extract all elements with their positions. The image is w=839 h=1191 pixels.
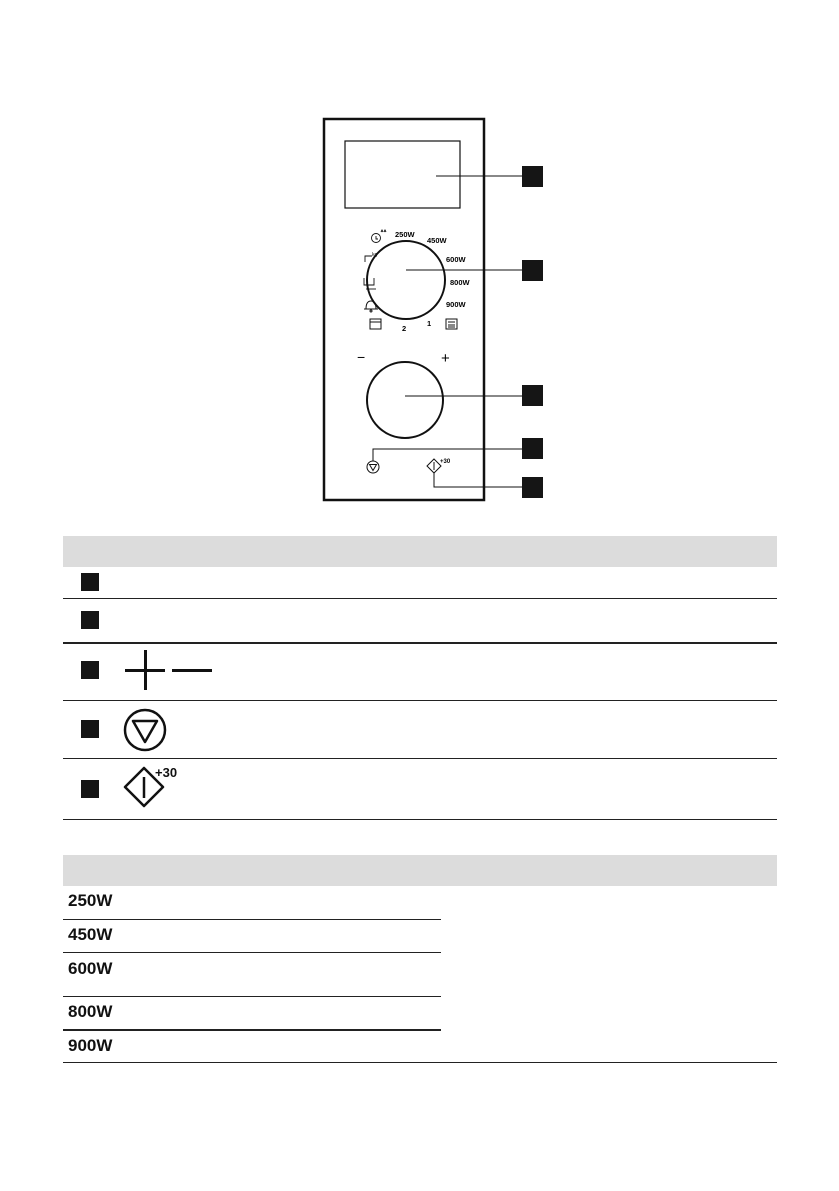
table1-row1-marker [81, 573, 99, 591]
table1-divider [63, 598, 777, 599]
power-level-450w: 450W [68, 925, 113, 944]
oven-icon [370, 319, 381, 329]
table2-header [63, 855, 777, 886]
power-level-250w: 250W [68, 891, 113, 910]
callout-marker-2 [522, 260, 543, 281]
label-600w: 600W [446, 255, 466, 264]
minus-label: − [357, 349, 366, 365]
callout-line-5 [434, 473, 522, 487]
label-800w: 800W [450, 278, 470, 287]
table1-row4-marker [81, 720, 99, 738]
callout-marker-4 [522, 438, 543, 459]
label-900w: 900W [446, 300, 466, 309]
plus-label: + [441, 350, 450, 367]
power-level-900w: 900W [68, 1036, 113, 1055]
svg-text:kg: kg [372, 252, 378, 258]
label-450w: 450W [427, 236, 447, 245]
power-level-800w: 800W [68, 1002, 113, 1021]
stop-button[interactable] [367, 461, 379, 473]
table2-divider [63, 952, 441, 953]
callout-marker-3 [522, 385, 543, 406]
table1-divider [63, 758, 777, 759]
display-window [345, 141, 460, 208]
table1-divider [63, 642, 777, 644]
power-dial[interactable] [367, 241, 445, 319]
table1-divider [63, 700, 777, 701]
time-dial[interactable] [367, 362, 443, 438]
start-button[interactable] [427, 459, 441, 473]
start-plus30-icon-text: +30 [155, 765, 178, 780]
table1-bottom [63, 819, 777, 820]
stop-triangle-icon [122, 707, 168, 753]
defrost-clock-icon [372, 230, 387, 243]
table1-row3-marker [81, 661, 99, 679]
label-250w: 250W [395, 230, 415, 239]
power-level-600w: 600W [68, 959, 113, 978]
table2-divider [63, 1029, 441, 1031]
label-2: 2 [402, 324, 407, 333]
table2-bottom [63, 1062, 777, 1063]
table1-header [63, 536, 777, 567]
table1-row2-marker [81, 611, 99, 629]
label-1: 1 [427, 319, 432, 328]
table1-row5-marker [81, 780, 99, 798]
control-panel-diagram [0, 0, 839, 520]
table2-divider [63, 996, 441, 997]
start-plus30-label: +30 [440, 459, 451, 465]
callout-marker-5 [522, 477, 543, 498]
table2-divider [63, 919, 441, 920]
grill-icon [446, 319, 457, 329]
plus-vertical [144, 650, 147, 690]
callout-marker-1 [522, 166, 543, 187]
minus-bar [172, 669, 212, 672]
